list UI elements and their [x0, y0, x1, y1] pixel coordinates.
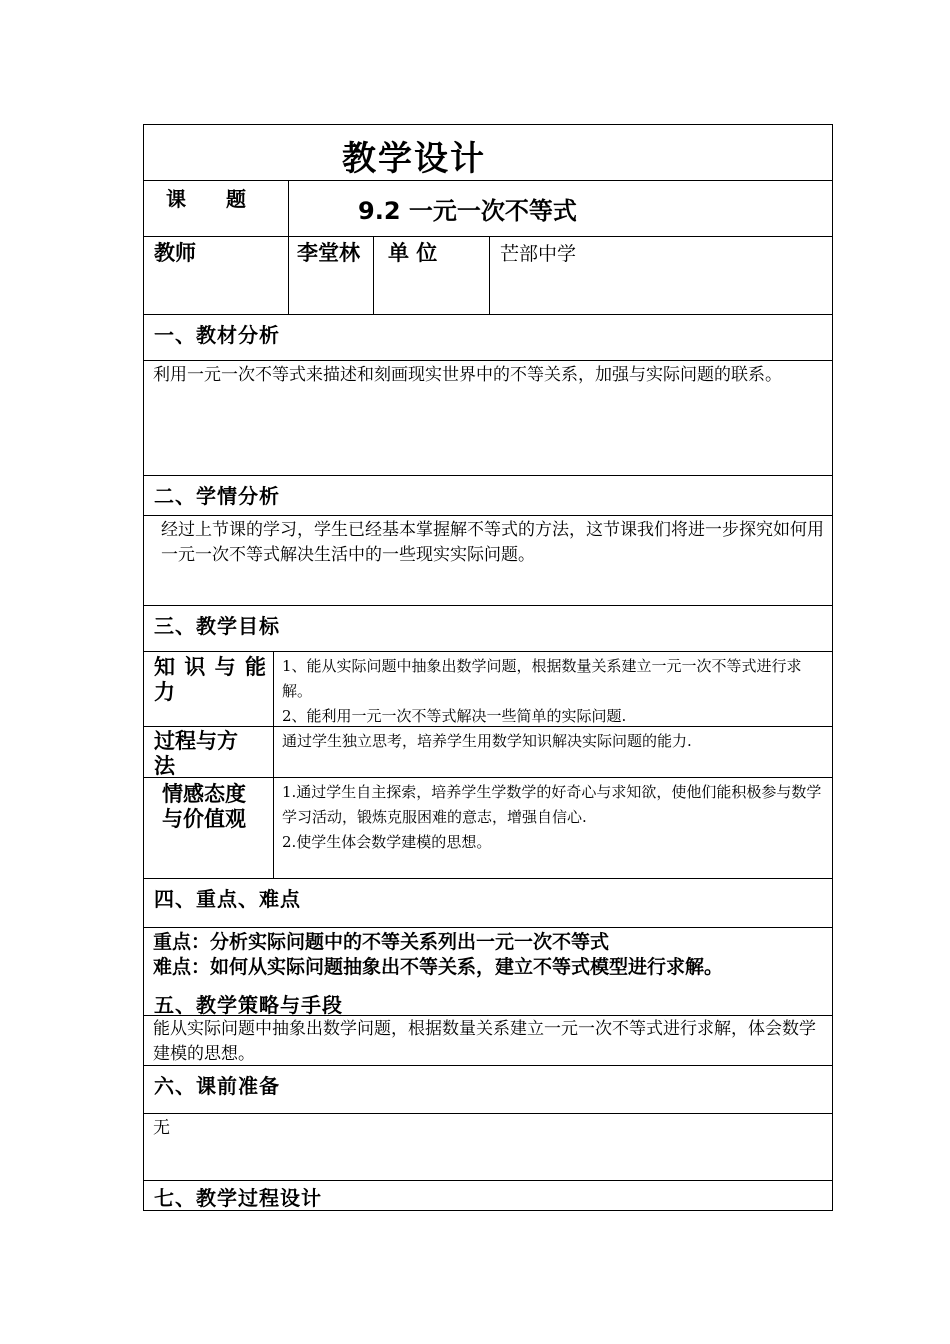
- section-2-header: [144, 475, 832, 515]
- goal-knowledge-label: 知 识 与 能 力: [154, 655, 266, 704]
- key-point: 重点：分析实际问题中的不等关系列出一元一次不等式: [153, 931, 610, 953]
- section-5-text: 能从实际问题中抽象出数学问题，根据数量关系建立一元一次不等式进行求解，体会数学建模的思想。: [153, 1019, 816, 1064]
- difficult-point: 难点：如何从实际问题抽象出不等关系，建立不等式模型进行求解。: [153, 956, 724, 978]
- teacher-label: 教师: [154, 241, 196, 265]
- goal-process-row: [144, 726, 832, 777]
- section-5-heading: 五、教学策略与手段: [154, 993, 343, 1017]
- topic-label: 课 题: [166, 187, 246, 211]
- goal-attitude-row: [144, 777, 832, 878]
- section-3-header: [144, 605, 832, 651]
- goal-knowledge-row: [144, 651, 832, 726]
- section-1-text: 利用一元一次不等式来描述和刻画现实世界中的不等关系，加强与实际问题的联系。: [153, 365, 782, 385]
- section-4-heading: 四、重点、难点: [154, 887, 301, 911]
- section-2-text: 经过上节课的学习，学生已经基本掌握解不等式的方法，这节课我们将进一步探究如何用一元一次不等式解决生活中的一些现实实际问题。: [161, 520, 824, 565]
- section-7-heading: 七、教学过程设计: [154, 1186, 322, 1210]
- section-6-text: 无: [153, 1118, 170, 1138]
- goal-process-label: 过程与方法: [154, 729, 238, 778]
- goal-process-line-1: 通过学生独立思考，培养学生用数学知识解决实际问题的能力.: [282, 732, 692, 750]
- teacher-name: 李堂林: [297, 241, 360, 265]
- lesson-plan-table: [143, 124, 833, 1211]
- topic-row: [144, 180, 832, 236]
- section-1-heading: 一、教材分析: [154, 323, 280, 347]
- section-6-heading: 六、课前准备: [154, 1074, 280, 1098]
- section-3-heading: 三、教学目标: [154, 614, 280, 638]
- goal-attitude-line-1: 1.通过学生自主探索，培养学生学数学的好奇心与求知欲，使他们能积极参与数学学习活动，锻炼克服困难的意志，增强自信心.: [282, 783, 822, 826]
- section-6-header: [144, 1065, 832, 1113]
- section-7-header: [144, 1180, 832, 1212]
- section-4-header: [144, 878, 832, 927]
- topic-value: 9.2 一元一次不等式: [358, 197, 577, 225]
- goal-attitude-line-2: 2.使学生体会数学建模的思想。: [282, 833, 492, 851]
- goal-knowledge-line-1: 1、能从实际问题中抽象出数学问题，根据数量关系建立一元一次不等式进行求解。: [282, 657, 802, 700]
- unit-label: 单 位: [388, 241, 438, 265]
- goal-knowledge-line-2: 2、能利用一元一次不等式解决一些简单的实际问题.: [282, 707, 627, 725]
- section-5-body: [144, 1015, 832, 1065]
- unit-name: 芒部中学: [500, 243, 577, 265]
- section-1-body: [144, 360, 832, 475]
- teacher-row: [144, 236, 832, 315]
- section-4-body: [144, 927, 832, 987]
- section-2-heading: 二、学情分析: [154, 484, 280, 508]
- document-title: 教学设计: [342, 139, 486, 179]
- section-1-header: [144, 314, 832, 360]
- section-2-body: [144, 515, 832, 605]
- goal-attitude-label: 情感态度与价值观: [162, 782, 246, 831]
- section-6-body: [144, 1113, 832, 1180]
